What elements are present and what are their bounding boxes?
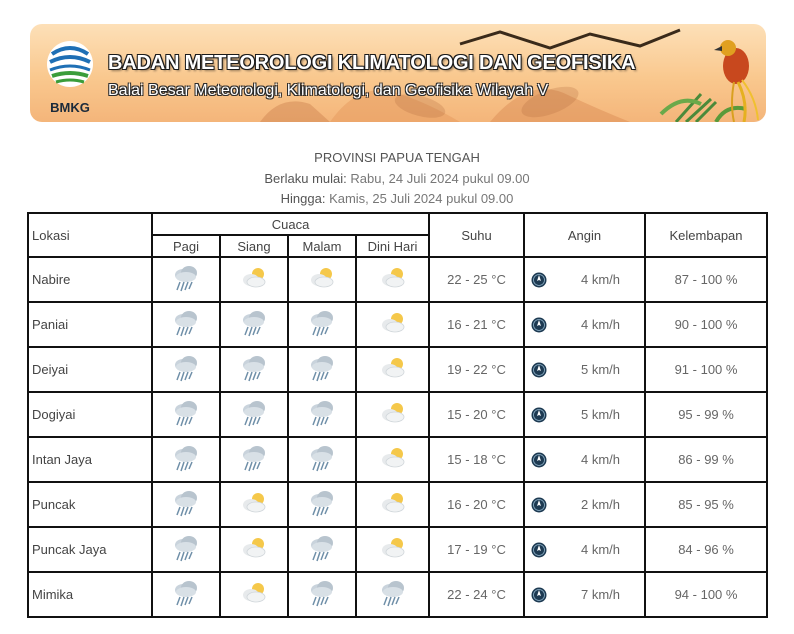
weather-cell-afternoon (220, 392, 288, 437)
partly-cloudy-icon (239, 551, 269, 566)
wind-speed: 4 km/h (581, 272, 621, 287)
province-name: PROVINSI PAPUA TENGAH (314, 150, 480, 165)
weather-cell-morning (152, 572, 220, 617)
partly-cloudy-icon (378, 416, 408, 431)
wind-speed: 5 km/h (581, 362, 621, 377)
humidity-cell: 84 - 96 % (645, 527, 767, 572)
column-header-afternoon: Siang (220, 235, 288, 257)
humidity-cell: 87 - 100 % (645, 257, 767, 302)
weather-cell-morning (152, 437, 220, 482)
partly-cloudy-icon (239, 506, 269, 521)
temperature-cell: 22 - 25 °C (429, 257, 524, 302)
location-cell: Deiyai (28, 347, 152, 392)
humidity-cell: 90 - 100 % (645, 302, 767, 347)
weather-cell-early-morning (356, 302, 429, 347)
weather-cell-afternoon (220, 302, 288, 347)
location-cell: Puncak Jaya (28, 527, 152, 572)
weather-cell-afternoon (220, 572, 288, 617)
wind-cell (524, 482, 645, 527)
weather-cell-afternoon (220, 527, 288, 572)
wind-cell (524, 257, 645, 302)
column-header-night: Malam (288, 235, 356, 257)
weather-cell-early-morning (356, 347, 429, 392)
partly-cloudy-icon (378, 326, 408, 341)
column-header-temperature: Suhu (429, 213, 524, 257)
temperature-cell: 17 - 19 °C (429, 527, 524, 572)
table-row (28, 527, 767, 572)
weather-cell-morning (152, 257, 220, 302)
column-header-humidity: Kelembapan (645, 213, 767, 257)
weather-cell-morning (152, 302, 220, 347)
table-row (28, 392, 767, 437)
weather-cell-night (288, 527, 356, 572)
wind-direction-icon (531, 272, 547, 291)
weather-cell-early-morning (356, 437, 429, 482)
weather-cell-morning (152, 347, 220, 392)
table-row (28, 437, 767, 482)
partly-cloudy-icon (378, 506, 408, 521)
wind-direction-icon (531, 542, 547, 561)
rain-icon (171, 416, 201, 431)
weather-cell-early-morning (356, 482, 429, 527)
column-header-morning: Pagi (152, 235, 220, 257)
temperature-cell: 22 - 24 °C (429, 572, 524, 617)
rain-icon (171, 461, 201, 476)
rain-icon (307, 461, 337, 476)
humidity-cell: 94 - 100 % (645, 572, 767, 617)
wind-speed: 4 km/h (581, 452, 621, 467)
wind-cell (524, 572, 645, 617)
column-header-location: Lokasi (28, 213, 152, 257)
table-row (28, 572, 767, 617)
rain-icon (171, 506, 201, 521)
wind-speed: 5 km/h (581, 407, 621, 422)
wind-cell (524, 437, 645, 482)
location-cell: Puncak (28, 482, 152, 527)
rain-icon (239, 461, 269, 476)
partly-cloudy-icon (239, 281, 269, 296)
partly-cloudy-icon (378, 461, 408, 476)
valid-from (0, 171, 794, 186)
partly-cloudy-icon (378, 281, 408, 296)
partly-cloudy-icon (378, 551, 408, 566)
bmkg-logo-icon (46, 38, 94, 96)
organization-title: BADAN METEOROLOGI KLIMATOLOGI DAN GEOFISIKA (108, 52, 636, 74)
weather-cell-night (288, 392, 356, 437)
weather-cell-afternoon (220, 482, 288, 527)
weather-cell-night (288, 572, 356, 617)
humidity-cell: 86 - 99 % (645, 437, 767, 482)
weather-cell-morning (152, 482, 220, 527)
weather-cell-early-morning (356, 527, 429, 572)
valid-to-value: Kamis, 25 Juli 2024 pukul 09.00 (329, 191, 514, 206)
rain-icon (239, 371, 269, 386)
rain-icon (307, 506, 337, 521)
weather-cell-early-morning (356, 572, 429, 617)
weather-cell-morning (152, 392, 220, 437)
wind-speed: 7 km/h (581, 587, 621, 602)
wind-cell (524, 392, 645, 437)
temperature-cell: 16 - 21 °C (429, 302, 524, 347)
rain-icon (171, 371, 201, 386)
weather-cell-early-morning (356, 392, 429, 437)
bmkg-logo (42, 38, 98, 115)
column-header-wind: Angin (524, 213, 645, 257)
table-row (28, 302, 767, 347)
wind-speed: 2 km/h (581, 497, 621, 512)
rain-icon (239, 416, 269, 431)
rain-icon (307, 596, 337, 611)
location-cell: Nabire (28, 257, 152, 302)
weather-cell-night (288, 437, 356, 482)
wind-speed: 4 km/h (581, 317, 621, 332)
rain-icon (171, 281, 201, 296)
temperature-cell: 15 - 18 °C (429, 437, 524, 482)
temperature-cell: 19 - 22 °C (429, 347, 524, 392)
bird-of-paradise-icon (656, 24, 766, 122)
wind-direction-icon (531, 587, 547, 606)
weather-cell-early-morning (356, 257, 429, 302)
wind-direction-icon (531, 452, 547, 471)
weather-cell-night (288, 347, 356, 392)
location-cell: Intan Jaya (28, 437, 152, 482)
temperature-cell: 16 - 20 °C (429, 482, 524, 527)
rain-icon (171, 596, 201, 611)
forecast-table (27, 212, 768, 618)
rain-icon (239, 326, 269, 341)
location-cell: Dogiyai (28, 392, 152, 437)
weather-cell-afternoon (220, 437, 288, 482)
wind-speed: 4 km/h (581, 542, 621, 557)
column-header-weather: Cuaca (152, 213, 429, 235)
wind-cell (524, 302, 645, 347)
location-cell: Paniai (28, 302, 152, 347)
valid-to (0, 191, 794, 206)
table-row (28, 257, 767, 302)
temperature-cell: 15 - 20 °C (429, 392, 524, 437)
rain-icon (307, 416, 337, 431)
logo-text: BMKG (50, 100, 90, 115)
weather-cell-night (288, 482, 356, 527)
table-row (28, 482, 767, 527)
weather-cell-afternoon (220, 257, 288, 302)
rain-icon (378, 596, 408, 611)
weather-cell-night (288, 257, 356, 302)
valid-from-value: Rabu, 24 Juli 2024 pukul 09.00 (350, 171, 530, 186)
wind-direction-icon (531, 362, 547, 381)
partly-cloudy-icon (307, 281, 337, 296)
humidity-cell: 91 - 100 % (645, 347, 767, 392)
partly-cloudy-icon (378, 371, 408, 386)
rain-icon (307, 551, 337, 566)
wind-direction-icon (531, 497, 547, 516)
wind-cell (524, 347, 645, 392)
location-cell: Mimika (28, 572, 152, 617)
rain-icon (307, 326, 337, 341)
humidity-cell: 85 - 95 % (645, 482, 767, 527)
header-banner (30, 24, 766, 122)
humidity-cell: 95 - 99 % (645, 392, 767, 437)
wind-direction-icon (531, 407, 547, 426)
wind-cell (524, 527, 645, 572)
valid-to-label: Hingga: (280, 191, 326, 206)
column-header-early-morning: Dini Hari (356, 235, 429, 257)
weather-cell-morning (152, 527, 220, 572)
wind-direction-icon (531, 317, 547, 336)
organization-subtitle: Balai Besar Meteorologi, Klimatologi, dan Geofisika Wilayah V (108, 82, 549, 99)
rain-icon (171, 551, 201, 566)
rain-icon (171, 326, 201, 341)
valid-from-label: Berlaku mulai: (264, 171, 347, 186)
weather-cell-afternoon (220, 347, 288, 392)
partly-cloudy-icon (239, 596, 269, 611)
weather-cell-night (288, 302, 356, 347)
table-row (28, 347, 767, 392)
rain-icon (307, 371, 337, 386)
